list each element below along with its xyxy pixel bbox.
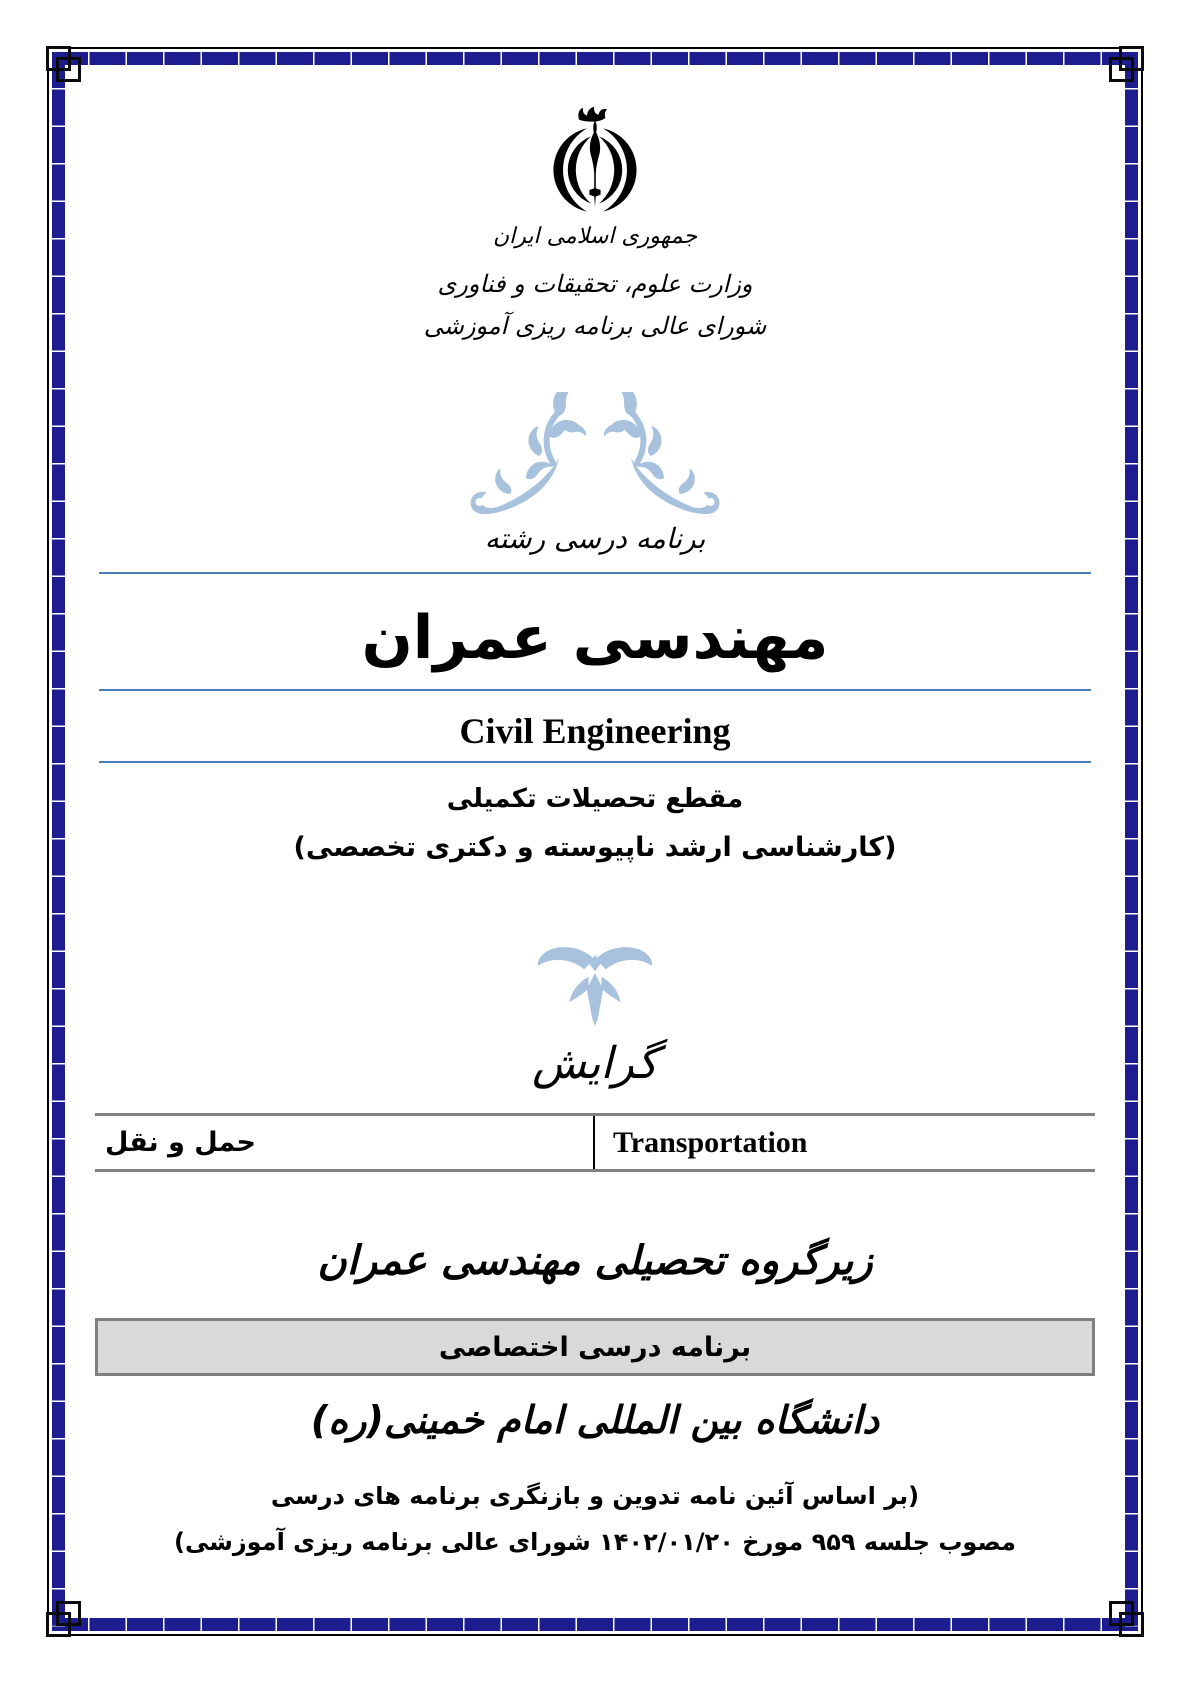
corner-ornament-icon <box>56 1601 81 1626</box>
floral-ornament-icon <box>95 392 1095 524</box>
orientation-cell-en: Transportation <box>613 1125 808 1159</box>
frame-band-bottom <box>52 1618 1138 1631</box>
sprig-ornament-icon <box>95 942 1095 1030</box>
divider-rule <box>99 572 1091 574</box>
field-title-fa: مهندسی عمران <box>361 603 829 673</box>
level-line: مقطع تحصیلات تکمیلی <box>446 784 744 814</box>
banner-bar: برنامه درسی اختصاصی <box>95 1318 1095 1376</box>
frame-band-left <box>52 52 65 1631</box>
program-label: برنامه درسی رشته <box>484 522 706 555</box>
iran-emblem-icon <box>95 106 1095 222</box>
university-line: دانشگاه بین المللی امام خمینی(ره) <box>310 1398 880 1442</box>
divider-rule <box>99 761 1091 763</box>
header-line-country: جمهوری اسلامی ایران <box>492 224 698 249</box>
corner-ornament-icon <box>1109 57 1134 82</box>
header-line-ministry: وزارت علوم، تحقیقات و فناوری <box>437 270 753 298</box>
level-detail-line: (کارشناسی ارشد ناپیوسته و دکتری تخصصی) <box>293 832 897 863</box>
divider-rule <box>99 689 1091 691</box>
subgroup-line: زیرگروه تحصیلی مهندسی عمران <box>317 1238 873 1284</box>
corner-ornament-icon <box>1109 1601 1134 1626</box>
orientation-label: گرایش <box>532 1038 658 1089</box>
frame-band-right <box>1125 52 1138 1631</box>
orientation-cell-fa: حمل و نقل <box>95 1116 595 1169</box>
orientation-table <box>95 1113 1095 1172</box>
field-title-en: Civil Engineering <box>459 711 731 751</box>
footnote-line-1: (بر اساس آئین نامه تدوین و بازنگری برنامه های درسی <box>270 1482 920 1510</box>
corner-ornament-icon <box>56 57 81 82</box>
header-line-council: شورای عالی برنامه ریزی آموزشی <box>423 312 767 340</box>
footnote-line-2: مصوب جلسه ۹۵۹ مورخ ۱۴۰۲/۰۱/۲۰ شورای عالی برنامه ریزی آموزشی) <box>174 1528 1016 1556</box>
frame-band-top <box>52 52 1138 65</box>
